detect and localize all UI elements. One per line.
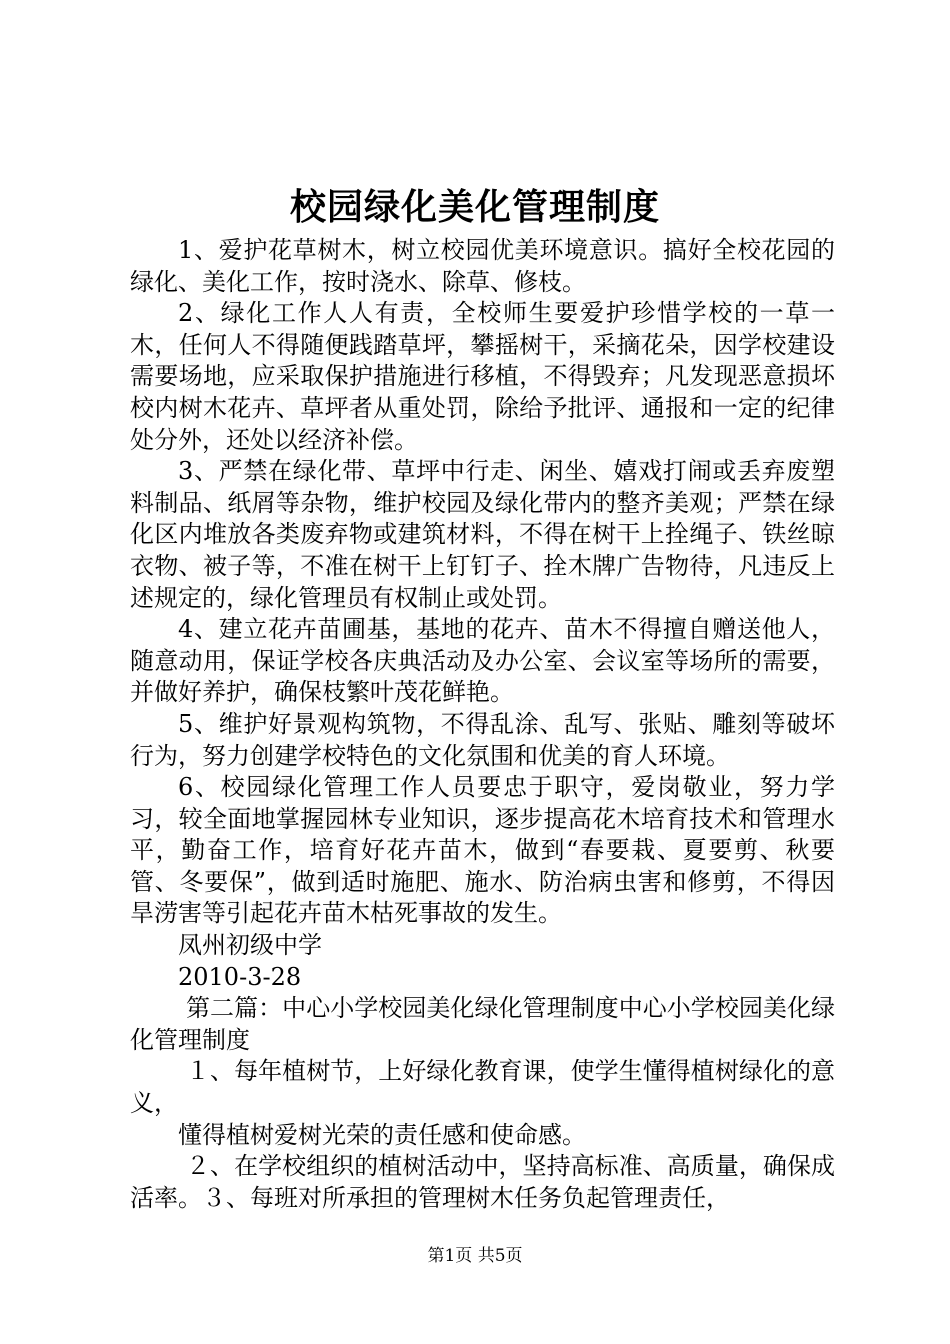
paragraph-rule-2: 2、绿化工作人人有责，全校师生要爱护珍惜学校的一草一木，任何人不得随便践踏草坪，攀摇树干，采摘花朵，因学校建设需要场地，应采取保护措施进行移植，不得毁弃；凡发现恶意损坏校内树木花卉、草坪者从重处罚，除给予批评、通报和一定的纪律处分外，还处以经济补偿。 <box>130 299 835 454</box>
paragraph-rule-6: 6、校园绿化管理工作人员要忠于职守，爱岗敬业，努力学习，较全面地掌握园林专业知识，逐步提高花木培育技术和管理水平，勤奋工作，培育好花卉苗木，做到“春要栽、夏要剪、秋要管、冬要保”，做到适时施肥、施水、防治病虫害和修剪，不得因旱涝害等引起花卉苗木枯死事故的发生。 <box>130 773 835 928</box>
paragraph-rule-4: 4、建立花卉苗圃基，基地的花卉、苗木不得擅自赠送他人，随意动用，保证学校各庆典活动及办公室、会议室等场所的需要，并做好养护，确保枝繁叶茂花鲜艳。 <box>130 615 835 707</box>
section-heading-part-two: 第二篇：中心小学校园美化绿化管理制度中心小学校园美化绿化管理制度 <box>130 994 835 1054</box>
paragraph-rule-3: 3、严禁在绿化带、草坪中行走、闲坐、嬉戏打闹或丢弃废塑料制品、纸屑等杂物，维护校园及绿化带内的整齐美观；严禁在绿化区内堆放各类废弃物或建筑材料，不得在树干上拴绳子、铁丝晾衣物、被子等，不准在树干上钉钉子、拴木牌广告物待，凡违反上述规定的，绿化管理员有权制止或处罚。 <box>130 457 835 612</box>
paragraph-part-two-1: １、每年植树节，上好绿化教育课，使学生懂得植树绿化的意义， <box>130 1057 835 1118</box>
paragraph-rule-1: 1、爱护花草树木，树立校园优美环境意识。搞好全校花园的绿化、美化工作，按时浇水、除草、修枝。 <box>130 236 835 296</box>
signature-school: 凤州初级中学 <box>178 931 322 960</box>
paragraph-part-two-2: ２、在学校组织的植树活动中，坚持高标准、高质量，确保成活率。３、每班对所承担的管理树木任务负起管理责任， <box>130 1152 835 1212</box>
document-body <box>130 235 835 1214</box>
signature-date: 2010-3-28 <box>178 962 302 991</box>
paragraph-part-two-1-cont: 懂得植树爱树光荣的责任感和使命感。 <box>178 1120 586 1149</box>
page-number-footer: 第1页 共5页 <box>427 1246 523 1266</box>
paragraph-rule-5: 5、维护好景观构筑物，不得乱涂、乱写、张贴、雕刻等破坏行为，努力创建学校特色的文化氛围和优美的育人环境。 <box>130 709 835 770</box>
document-title: 校园绿化美化管理制度 <box>289 186 660 228</box>
